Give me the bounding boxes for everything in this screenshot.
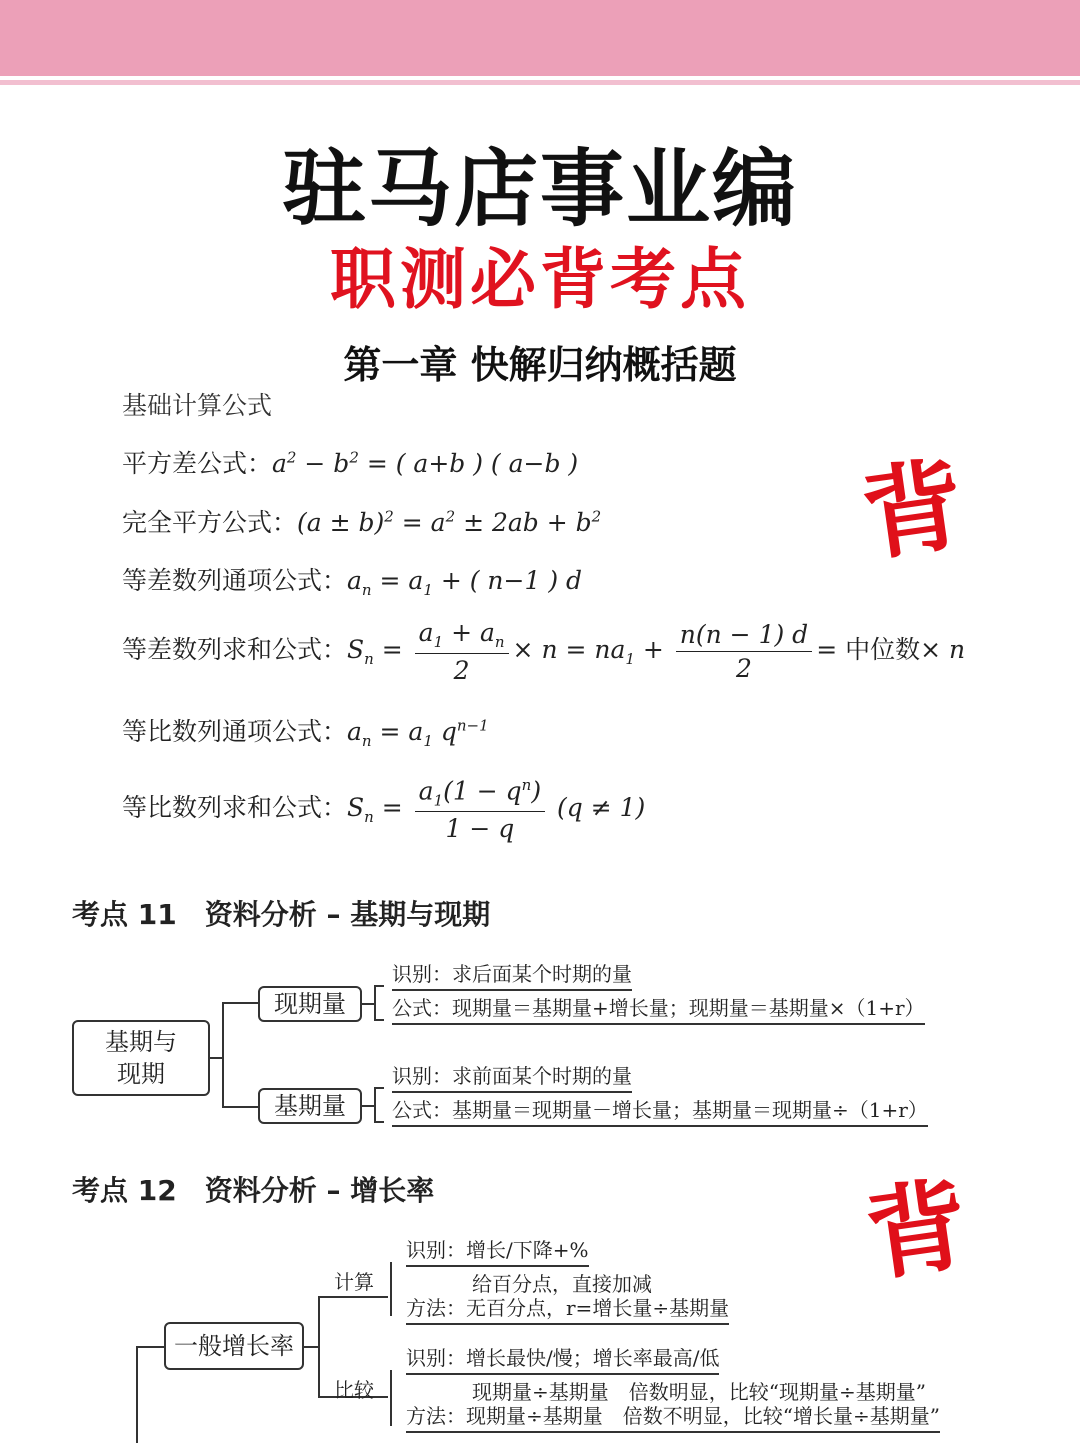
formula-arith-term — [122, 561, 582, 599]
kp12-calc-label: 计算 — [334, 1270, 374, 1294]
kp11-branch-base: 基期量 — [258, 1088, 362, 1124]
kp11-branch-current: 现期量 — [258, 986, 362, 1022]
kp12-cmp-method-a: 现期量÷基期量 倍数明显，比较“现期量÷基期量” — [472, 1380, 926, 1404]
connector — [304, 1346, 318, 1348]
connector — [374, 1087, 376, 1123]
formula-label: 等差数列求和公式： — [122, 635, 348, 664]
page-subtitle: 职测必背考点 — [330, 241, 750, 318]
kp12-cmp-method-b: 方法：现期量÷基期量 倍数不明显，比较“增长量÷基期量” — [406, 1400, 940, 1433]
kp12-cmp-identify: 识别：增长最快/慢；增长率最高/低 — [406, 1342, 719, 1375]
kp12-title: 考点 12 资料分析 – 增长率 — [72, 1174, 435, 1207]
memorize-stamp: 背 — [855, 445, 971, 576]
formula-label: 平方差公式： — [122, 449, 273, 478]
connector — [362, 1105, 374, 1107]
connector — [362, 1003, 374, 1005]
kp11-root-line1: 基期与 — [105, 1028, 177, 1056]
kp11-b2-identify: 识别：求前面某个时期的量 — [392, 1060, 632, 1093]
formula-label: 完全平方公式： — [122, 508, 298, 537]
connector — [374, 1019, 384, 1021]
formula-label: 等比数列通项公式： — [122, 717, 348, 746]
kp12-compare-label: 比较 — [334, 1378, 374, 1402]
kp12-calc-method-a: 给百分点，直接加减 — [472, 1272, 652, 1296]
kp11-b2-formula: 公式：基期量＝现期量－增长量；基期量＝现期量÷（1+r） — [392, 1094, 928, 1127]
formula-perfect-square — [122, 503, 601, 539]
kp11-b1-formula: 公式：现期量＝基期量+增长量；现期量＝基期量×（1+r） — [392, 992, 925, 1025]
kp12-calc-method-b: 方法：无百分点，r=增长量÷基期量 — [406, 1292, 729, 1325]
kp11-b1-identify: 识别：求后面某个时期的量 — [392, 958, 632, 991]
banner-divider — [0, 80, 1080, 85]
kp11-root-line2: 现期 — [117, 1060, 165, 1088]
kp11-title: 考点 11 资料分析 – 基期与现期 — [72, 898, 491, 931]
connector — [222, 1106, 258, 1108]
connector — [390, 1262, 392, 1316]
connector — [136, 1346, 164, 1348]
connector — [390, 1370, 392, 1426]
formula-label: 等差数列通项公式： — [122, 566, 348, 595]
formula-expression: $a_n = a_1$ + ( n−1 ) d — [347, 566, 583, 599]
formula-expression: $(a \pm b)^2 = a^2 \pm 2ab + b^2$ — [297, 507, 602, 537]
formula-difference-of-squares — [122, 444, 578, 480]
connector — [210, 1057, 222, 1059]
page-title: 驻马店事业编 — [281, 140, 798, 238]
formula-expression: $S_n$ = $\frac{a_1 + a_n}{2}$ × $n = na_1$ + $\frac{n(n - 1) d}{2}$ = — [347, 618, 846, 685]
chapter-heading: 第一章 快解归纳概括题 — [343, 343, 737, 387]
connector — [374, 1087, 384, 1089]
kp12-calc-identify: 识别：增长/下降+% — [406, 1234, 589, 1267]
formula-expression: $S_n$ = $\frac{a_1(1 - q^n)}{1 - q}$ (q ≠ 1) — [347, 776, 646, 844]
memorize-stamp-2: 背 — [859, 1165, 975, 1296]
connector — [136, 1346, 138, 1443]
connector — [222, 1002, 224, 1108]
formula-section-heading: 基础计算公式 — [122, 391, 273, 420]
connector — [374, 1121, 384, 1123]
top-banner — [0, 0, 1080, 76]
formula-arith-sum: 等差数列求和公式：$S_n$ = $\frac{a_1 + a_n}{2}$ × $n = na_1$ + $\frac{n(n - 1) d}{2}$ = 中位数× n — [122, 618, 966, 685]
connector — [374, 985, 376, 1021]
formula-label: 等比数列求和公式： — [122, 793, 348, 823]
connector — [374, 985, 384, 987]
connector — [318, 1296, 320, 1396]
connector — [222, 1002, 258, 1004]
formula-geo-term — [122, 712, 489, 750]
median-text: 中位数 — [845, 635, 921, 664]
formula-expression: $a^2 - b^2$ = ( a+b ) ( a−b ) — [272, 448, 579, 478]
formula-expression: $a_n = a_1$ $q^{n-1}$ — [347, 716, 489, 750]
connector — [318, 1296, 388, 1298]
kp11-root-node — [72, 1020, 210, 1096]
formula-geo-sum — [122, 776, 645, 843]
kp12-root-node: 一般增长率 — [164, 1322, 304, 1370]
